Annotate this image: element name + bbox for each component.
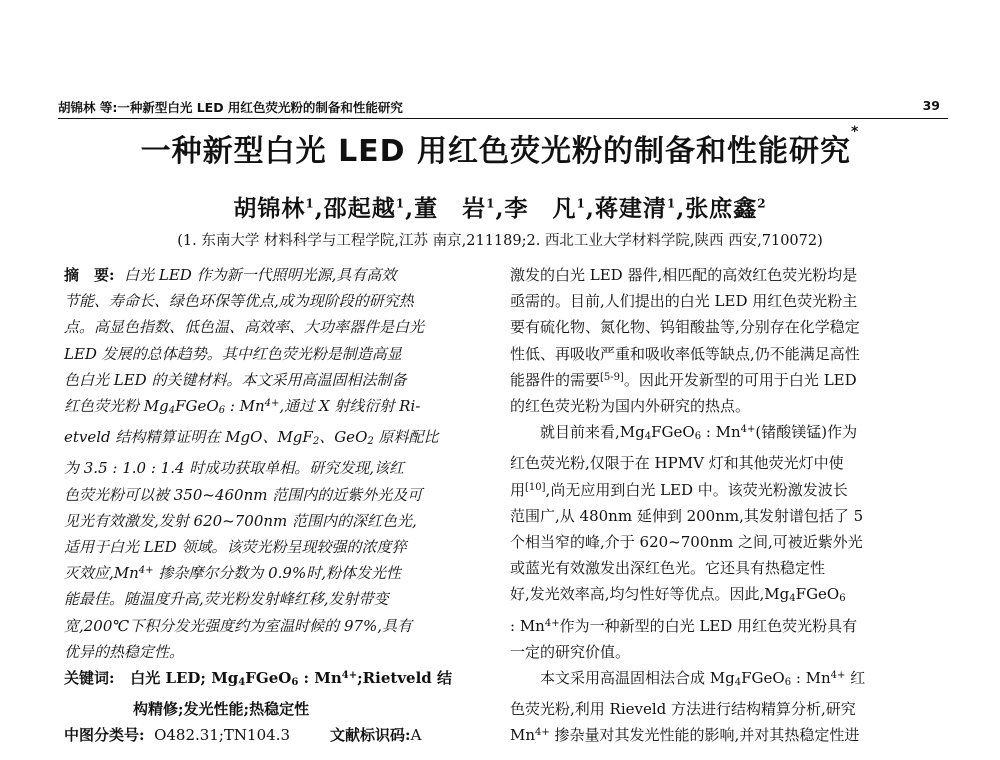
body-line: 要有硫化物、氮化物、钨钼酸盐等,分别存在化学稳定 — [510, 318, 860, 337]
clc-label: 中图分类号: — [64, 726, 145, 745]
author-name: 董 岩 — [414, 195, 487, 222]
keywords-label: 关键词: — [64, 669, 115, 688]
author-name: 李 凡 — [504, 195, 577, 222]
body-line: 的红色荧光粉为国内外研究的热点。 — [510, 397, 751, 416]
paper-title — [0, 126, 1000, 170]
abstract-line: LED 发展的总体趋势。其中红色荧光粉是制造高显 — [64, 344, 402, 363]
body-line: 激发的白光 LED 器件,相匹配的高效红色荧光粉均是 — [510, 266, 858, 284]
body-line: 本文采用高温固相法合成 $Mg_4FGeO_6$ : $Mn^{4+}$ 红 — [540, 669, 866, 689]
running-header — [58, 96, 948, 119]
doc-code-label: 文献标识码: — [330, 726, 411, 745]
title-footnote-mark: * — [851, 124, 860, 140]
body-line: 范围广,从 480nm 延伸到 200nm,其发射谱包括了 5 — [510, 506, 864, 525]
abstract-line: etveld 结构精算证明在 MgO、MgF$_2$、GeO$_2$ 原料配比 — [64, 428, 439, 448]
abstract-line: 优异的热稳定性。 — [64, 642, 185, 661]
abstract-line: 红色荧光粉 $Mg_4FGeO_6$ : $Mn^{4+}$,通过 X 射线衍射 Ri- — [64, 397, 421, 417]
abstract-line: 节能、寿命长、绿色环保等优点,成为现阶段的研究热 — [64, 292, 414, 311]
body-line: 亟需的。目前,人们提出的白光 LED 用红色荧光粉主 — [510, 292, 858, 311]
abstract-line: 适用于白光 LED 领域。该荧光粉呈现较强的浓度猝 — [64, 538, 407, 557]
author-affiliation: 1 — [395, 196, 406, 211]
author-affiliation: 1 — [305, 196, 315, 211]
abstract-line: 能最佳。随温度升高,荧光粉发射峰红移,发射带变 — [64, 590, 389, 609]
keywords-line: 构精修;发光性能;热稳定性 — [133, 700, 310, 719]
author-affiliation: 1 — [666, 196, 677, 211]
author-name: 邵起越 — [323, 195, 396, 222]
author-name: 胡锦林 — [233, 195, 306, 222]
doc-code-value: A — [410, 726, 422, 745]
abstract — [64, 262, 488, 665]
abstract-line: 为 3.5 : 1.0 : 1.4 时成功获取单相。研究发现,该红 — [64, 459, 405, 478]
abstract-line: 宽,200℃下积分发光强度约为室温时候的 97%,具有 — [64, 616, 413, 635]
running-title: 胡锦林 等:一种新型白光 LED 用红色荧光粉的制备和性能研究 — [58, 100, 403, 115]
body-line: 一定的研究价值。 — [510, 642, 631, 661]
body-line: 色荧光粉,利用 Rieveld 方法进行结构精算分析,研究 — [510, 700, 856, 719]
author-name: 蒋建清 — [594, 195, 667, 222]
abstract-line: 灭效应$,Mn^{4+}$ 掺杂摩尔分数为 0.9%时,粉体发光性 — [64, 564, 401, 583]
paper-title-text: 一种新型白光 LED 用红色荧光粉的制备和性能研究 — [140, 134, 852, 169]
body-line: $Mn^{4+}$ 掺杂量对其发光性能的影响,并对其热稳定性进 — [510, 726, 860, 745]
page-number: 39 — [922, 98, 940, 113]
right-column — [510, 262, 926, 749]
affiliations: (1. 东南大学 材料科学与工程学院,江苏 南京,211189;2. 西北工业大学材料学院,陕西 西安,710072) — [177, 233, 823, 249]
abstract-line: 色荧光粉可以被 350~460nm 范围内的近紫外光及可 — [64, 485, 423, 504]
classification-line — [64, 722, 488, 748]
abstract-label: 摘 要: — [64, 266, 115, 284]
abstract-line: 见光有效激发,发射 620~700nm 范围内的深红色光, — [64, 511, 417, 530]
body-line: 能器件的需要[5-9]。因此开发新型的可用于白光 LED — [510, 370, 857, 389]
abstract-line: 色白光 LED 的关键材料。本文采用高温固相法制备 — [64, 370, 407, 389]
body-line: 性低、再吸收严重和吸收率低等缺点,仍不能满足高性 — [510, 344, 860, 363]
keywords-line: 关键词: 白光 LED; $Mg_4FGeO_6$ : $Mn^{4+};Rietveld$ 结 — [64, 669, 452, 689]
author-affiliation: 1 — [486, 196, 496, 211]
abstract-line: 点。高显色指数、低色温、高效率、大功率器件是白光 — [64, 318, 425, 337]
body-line: 或蓝光有效激发出深红色光。它还具有热稳定性 — [510, 559, 826, 578]
author-affiliation: 1 — [576, 196, 586, 211]
body-line: 就目前来看$,Mg_4FGeO_6$ : $Mn^{4+}$(锗酸镁锰)作为 — [540, 423, 858, 443]
body-line: 红色荧光粉,仅限于在 HPMV 灯和其他荧光灯中使 — [510, 454, 844, 473]
author-affiliation: 2 — [757, 196, 767, 211]
body-line: 个相当窄的峰,介于 620~700nm 之间,可被近紫外光 — [510, 533, 863, 552]
body-line: 用[10],尚无应用到白光 LED 中。该荧光粉激发波长 — [510, 480, 848, 499]
citation: [10] — [525, 481, 546, 493]
author-name: 张庶鑫 — [685, 195, 758, 222]
body-line: : $Mn^{4+}$作为一种新型的白光 LED 用红色荧光粉具有 — [510, 616, 858, 635]
author-list: 胡锦林$^1$,邵起越$^1$,董 岩$^1$,李 凡$^1$,蒋建清$^1$,张庶鑫$^2$ — [233, 195, 767, 222]
body-line: 好,发光效率高,均匀性好等优点。因此$,Mg_4FGeO_6$ — [510, 585, 846, 605]
citation: [5-9] — [600, 371, 624, 383]
left-column — [64, 262, 488, 749]
clc-value: O482.31;TN104.3 — [154, 726, 291, 745]
abstract-line: 摘 要: 白光 LED 作为新一代照明光源,具有高效 — [64, 266, 397, 284]
